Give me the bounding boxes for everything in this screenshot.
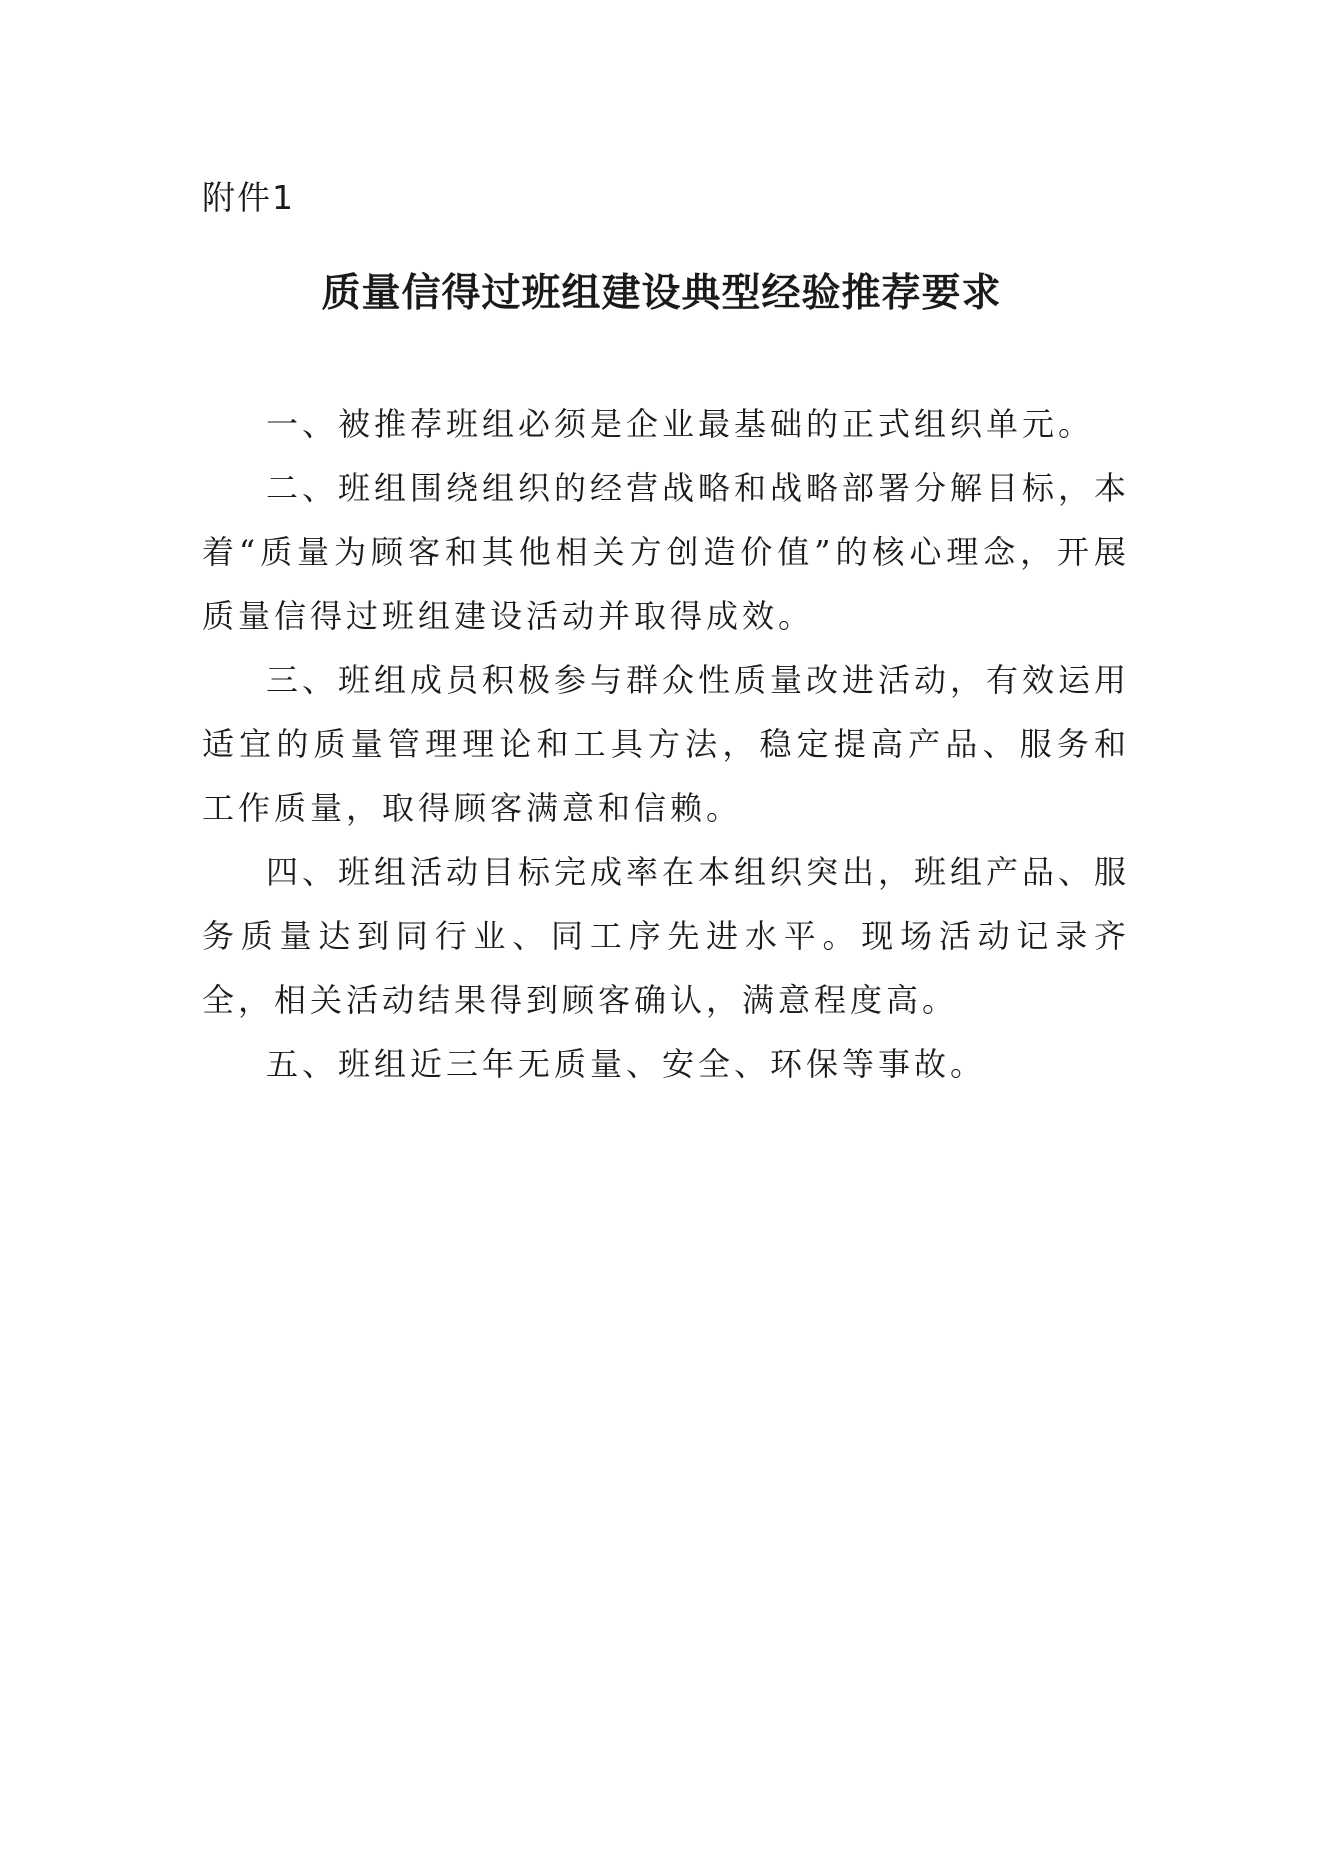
requirement-paragraph-5: 五、班组近三年无质量、安全、环保等事故。	[266, 1045, 987, 1083]
requirement-paragraph-2: 二、班组围绕组织的经营战略和战略部署分解目标，本着“质量为顾客和其他相关方创造价值”的核心理念，开展质量信得过班组建设活动并取得成效。	[202, 469, 1131, 635]
requirement-paragraph-1: 一、被推荐班组必须是企业最基础的正式组织单元。	[266, 405, 1095, 443]
document-title: 质量信得过班组建设典型经验推荐要求	[321, 271, 1002, 316]
document-body	[202, 392, 1130, 1096]
attachment-label: 附件1	[202, 178, 295, 217]
requirement-paragraph-4: 四、班组活动目标完成率在本组织突出，班组产品、服务质量达到同行业、同工序先进水平。现场活动记录齐全，相关活动结果得到顾客确认，满意程度高。	[202, 853, 1131, 1019]
requirement-paragraph-3: 三、班组成员积极参与群众性质量改进活动，有效运用适宜的质量管理理论和工具方法，稳定提高产品、服务和工作质量，取得顾客满意和信赖。	[202, 661, 1131, 827]
